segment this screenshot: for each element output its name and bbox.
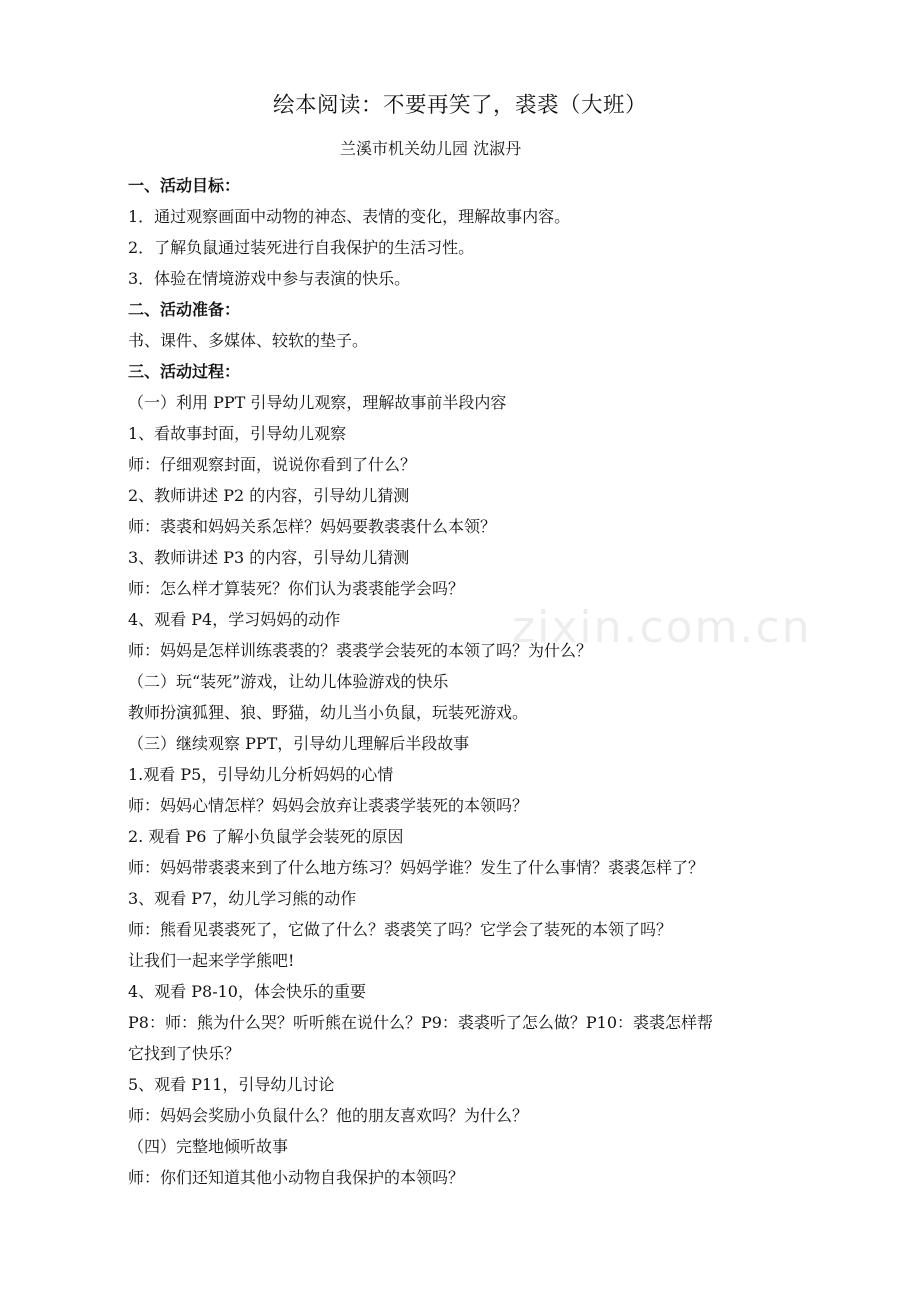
section-heading: 一、活动目标： [128,176,241,195]
body-line: 师：仔细观察封面，说说你看到了什么？ [128,455,417,474]
body-line: 1．通过观察画面中动物的神态、表情的变化，理解故事内容。 [128,207,571,226]
body-line: （二）玩“装死”游戏，让幼儿体验游戏的快乐 [128,672,449,691]
body-line: 师：妈妈是怎样训练裘裘的？裘裘学会装死的本领了吗？为什么？ [128,641,593,660]
body-line: 师：妈妈会奖励小负鼠什么？他的朋友喜欢吗？为什么？ [128,1106,529,1125]
body-line: 让我们一起来学学熊吧! [128,951,295,970]
body-line: 3、教师讲述 P3 的内容，引导幼儿猜测 [128,548,410,567]
body-line: 书、课件、多媒体、较软的垫子。 [128,331,369,350]
section-heading: 三、活动过程： [128,362,241,381]
body-line: 2. 观看 P6 了解小负鼠学会装死的原因 [128,827,404,846]
body-line: 4、观看 P4，学习妈妈的动作 [128,610,341,629]
body-line: 师：熊看见裘裘死了，它做了什么？裘裘笑了吗？它学会了装死的本领了吗？ [128,920,673,939]
body-line: 它找到了快乐？ [128,1044,241,1063]
body-line: 3．体验在情境游戏中参与表演的快乐。 [128,269,411,288]
body-line: （四）完整地倾听故事 [128,1137,289,1156]
body-line: 师：怎么样才算装死？你们认为裘裘能学会吗？ [128,579,465,598]
body-line: （三）继续观察 PPT，引导幼儿理解后半段故事 [128,734,470,753]
body-line: 1.观看 P5，引导幼儿分析妈妈的心情 [128,765,394,784]
body-line: 师：你们还知道其他小动物自我保护的本领吗？ [128,1168,465,1187]
watermark-text: zixin.com.cn [512,602,812,653]
body-line: 4、观看 P8-10，体会快乐的重要 [128,982,366,1001]
body-line: 2、教师讲述 P2 的内容，引导幼儿猜测 [128,486,410,505]
body-line: 师：妈妈心情怎样？妈妈会放弃让裘裘学装死的本领吗？ [128,796,529,815]
document-author: 兰溪市机关幼儿园 沈淑丹 [340,139,522,158]
body-line: 1、看故事封面，引导幼儿观察 [128,424,347,443]
document-body [128,170,798,1193]
document-title: 绘本阅读：不要再笑了，裘裘（大班） [272,93,647,118]
body-line: （一）利用 PPT 引导幼儿观察，理解故事前半段内容 [128,393,507,412]
body-line: P8：师：熊为什么哭？听听熊在说什么？P9：裘裘听了怎么做？P10：裘裘怎样帮 [128,1013,714,1032]
body-line: 师：裘裘和妈妈关系怎样？妈妈要教裘裘什么本领？ [128,517,497,536]
body-line: 师：妈妈带裘裘来到了什么地方练习？妈妈学谁？发生了什么事情？裘裘怎样了？ [128,858,705,877]
body-line: 教师扮演狐狸、狼、野猫，幼儿当小负鼠，玩装死游戏。 [128,703,529,722]
body-line: 2．了解负鼠通过装死进行自我保护的生活习性。 [128,238,475,257]
body-line: 3、观看 P7，幼儿学习熊的动作 [128,889,357,908]
section-heading: 二、活动准备： [128,300,241,319]
body-line: 5、观看 P11，引导幼儿讨论 [128,1075,335,1094]
